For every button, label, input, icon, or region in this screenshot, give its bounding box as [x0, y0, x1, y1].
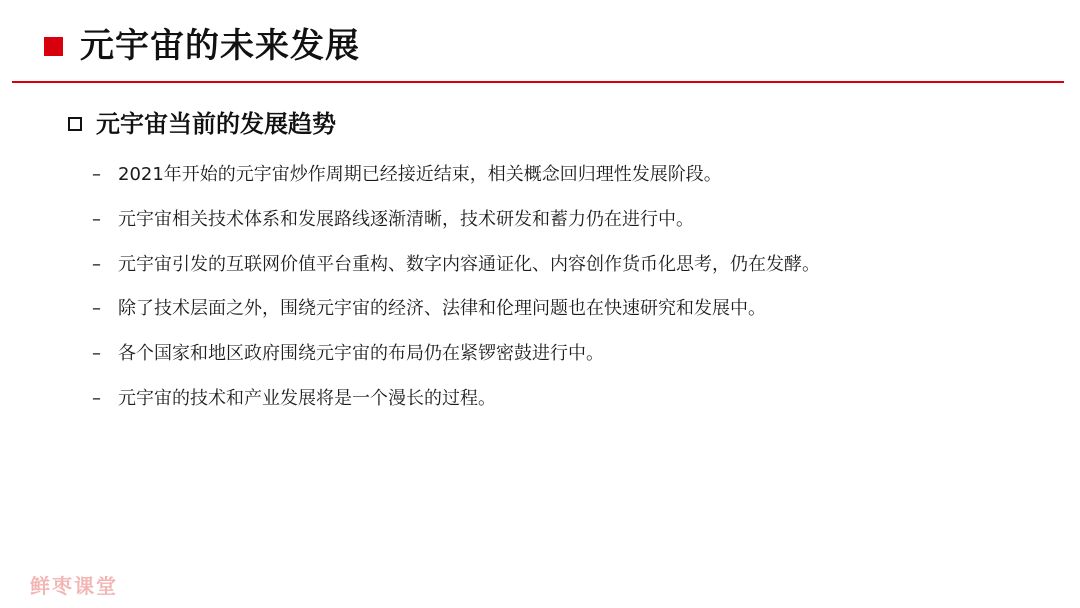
list-item-text: 元宇宙的技术和产业发展将是一个漫长的过程。	[118, 387, 496, 409]
hollow-square-bullet-icon	[68, 117, 82, 131]
dash-bullet-icon: –	[92, 208, 101, 230]
list-item-text: 2021年开始的元宇宙炒作周期已经接近结束，相关概念回归理性发展阶段。	[118, 164, 722, 185]
list-item	[92, 384, 820, 414]
watermark-logo: 鲜枣课堂	[30, 574, 118, 598]
title-square-marker	[44, 37, 63, 56]
dash-bullet-icon: –	[92, 343, 101, 365]
list-item-text: 元宇宙引发的互联网价值平台重构、数字内容通证化、内容创作货币化思考，仍在发酵。	[118, 253, 820, 275]
list-item	[92, 250, 820, 280]
slide-title-bar	[44, 26, 360, 66]
dash-bullet-icon: –	[92, 253, 101, 275]
title-divider	[12, 81, 1064, 83]
dash-bullet-icon: –	[92, 298, 101, 320]
bullet-list	[92, 160, 820, 429]
dash-bullet-icon: –	[92, 164, 101, 185]
list-item	[92, 205, 820, 235]
dash-bullet-icon: –	[92, 387, 101, 409]
list-item	[92, 339, 820, 369]
list-item-text: 元宇宙相关技术体系和发展路线逐渐清晰，技术研发和蓄力仍在进行中。	[118, 208, 694, 230]
list-item	[92, 294, 820, 324]
section-heading-text: 元宇宙当前的发展趋势	[96, 110, 336, 138]
section-heading	[68, 107, 336, 141]
list-item	[92, 160, 820, 190]
list-item-text: 各个国家和地区政府围绕元宇宙的布局仍在紧锣密鼓进行中。	[118, 343, 604, 365]
list-item-text: 除了技术层面之外，围绕元宇宙的经济、法律和伦理问题也在快速研究和发展中。	[118, 298, 766, 320]
slide-title: 元宇宙的未来发展	[80, 26, 360, 66]
